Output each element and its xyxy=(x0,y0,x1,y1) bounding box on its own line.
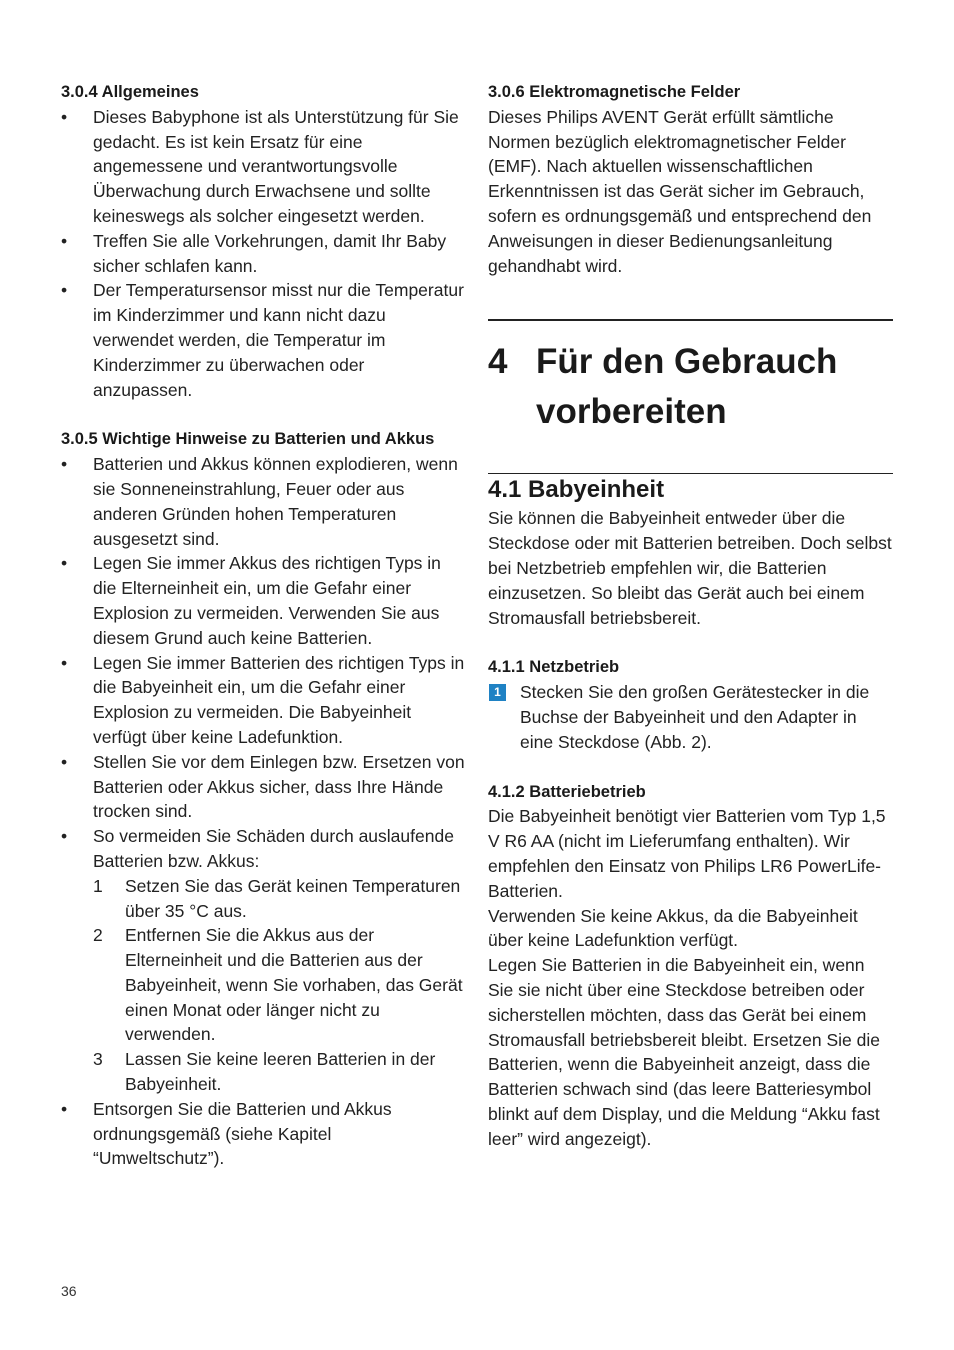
bullet-glyph: • xyxy=(61,652,68,673)
chapter-divider xyxy=(488,319,893,321)
list-item: • Batterien und Akkus können explodieren, wenn sie Sonneneinstrahlung, Feuer oder aus anderen Gründen hohen Temperaturen ausgesetzt sind. xyxy=(61,454,458,549)
step-number-badge: 1 xyxy=(489,684,506,701)
list-item: • Stellen Sie vor dem Einlegen bzw. Ersetzen von Batterien oder Akkus sicher, dass Ihre Hände trocken sind. xyxy=(61,751,465,822)
list-item: • Treffen Sie alle Vorkehrungen, damit Ihr Baby sicher schlafen kann. xyxy=(61,230,447,276)
bullet-glyph: • xyxy=(61,1098,68,1119)
list-item: • Dieses Babyphone ist als Unterstützung für Sie gedacht. Es ist kein Ersatz für eine angemessene und verantwortungsvolle Überwachung durch Erwachsene und sollte keineswegs als solcher eingesetzt werden. xyxy=(61,106,459,226)
numbered-item: 2 Entfernen Sie die Akkus aus der Elterneinheit und die Batterien aus der Babyeinheit, wenn Sie vorhaben, das Gerät einen Monat oder länger nicht zu verwenden. xyxy=(93,925,463,1045)
list-item: • Legen Sie immer Akkus des richtigen Typs in die Elterneinheit ein, um die Gefahr einer Explosion zu vermeiden. Verwenden Sie aus diesem Grund auch keine Batterien. xyxy=(61,553,441,648)
bullet-glyph: • xyxy=(61,230,68,251)
list-item: • So vermeiden Sie Schäden durch auslaufende Batterien bzw. Akkus: 1 Setzen Sie das Gerät keinen Temperaturen über 35 °C aus. 2 Entfernen Sie die Akkus aus der Elterneinheit und die Batterien aus der Babyeinheit, wenn Sie vorhaben, das Gerät einen Monat oder länger nicht zu verwenden. 3 Lassen Sie keine leeren Batterien in der Babyeinheit. xyxy=(61,824,466,1097)
numbered-sublist xyxy=(93,874,466,1097)
bullet-glyph: • xyxy=(61,454,68,475)
paragraph-emf: Dieses Philips AVENT Gerät erfüllt sämtliche Normen bezüglich elektromagnetischer Felder (EMF). Nach aktuellen wissenschaftlichen Erkenntnissen ist das Gerät sicher im Gebrauch, sofern es ordnungsgemäß und entsprechend den Anweisungen in dieser Bedienungsanleitung gehandhabt wird. xyxy=(488,106,872,276)
bullet-glyph: • xyxy=(61,751,68,772)
page-number: 36 xyxy=(61,1283,77,1299)
paragraph-battery-1: Die Babyeinheit benötigt vier Batterien vom Typ 1,5 V R6 AA (nicht im Lieferumfang enthalten). Wir empfehlen den Einsatz von Philips LR6 PowerLife-Batterien. xyxy=(488,806,886,901)
section-heading-3-0-5: 3.0.5 Wichtige Hinweise zu Batterien und Akkus xyxy=(61,430,435,449)
bullet-glyph: • xyxy=(61,106,68,127)
section-heading-4-1: 4.1 Babyeinheit xyxy=(488,476,665,504)
bullet-glyph: • xyxy=(61,826,68,847)
numbered-item: 3 Lassen Sie keine leeren Batterien in der Babyeinheit. xyxy=(93,1049,436,1095)
bullet-glyph: • xyxy=(61,280,68,301)
left-column xyxy=(61,80,466,1171)
paragraph-battery-3: Legen Sie Batterien in die Babyeinheit ein, wenn Sie sie nicht über eine Steckdose betreiben oder sicherstellen möchten, dass das Gerät bei einem Stromausfall betriebsbereit bleibt. Ersetzen Sie die Batterien, wenn die Babyeinheit anzeigt, dass die Batterien schwach sind (das leere Batteriesymbol blinkt auf dem Display, und die Meldung “Akku fast leer” wird angezeigt). xyxy=(488,955,881,1149)
paragraph-battery-2: Verwenden Sie keine Akkus, da die Babyeinheit über keine Ladefunktion verfügt. xyxy=(488,905,858,951)
step-text: Stecken Sie den großen Gerätestecker in die Buchse der Babyeinheit und den Adapter in eine Steckdose (Abb. 2). xyxy=(520,682,870,752)
chapter-number: 4 xyxy=(488,342,508,382)
section-heading-4-1-1: 4.1.1 Netzbetrieb xyxy=(488,658,620,677)
list-item: • Legen Sie immer Batterien des richtigen Typs in die Babyeinheit ein, um die Gefahr einer Explosion zu vermeiden. Die Babyeinheit verfügt über keine Ladefunktion. xyxy=(61,652,465,747)
numbered-item: 1 Setzen Sie das Gerät keinen Temperaturen über 35 °C aus. xyxy=(93,875,461,921)
paragraph-babyeinheit: Sie können die Babyeinheit entweder über die Steckdose oder mit Batterien betreiben. Doch selbst bei Netzbetrieb empfehlen wir, die Batterien einzusetzen. So bleibt das Gerät auch bei einem Stromausfall betriebsbereit. xyxy=(488,508,892,628)
list-item: • Entsorgen Sie die Batterien und Akkus ordnungsgemäß (siehe Kapitel “Umweltschutz”). xyxy=(61,1098,392,1169)
bullet-list-batteries xyxy=(61,452,466,1171)
chapter-title: Für den Gebrauch vorbereiten xyxy=(536,342,838,432)
section-heading-3-0-6: 3.0.6 Elektromagnetische Felder xyxy=(488,83,741,101)
bullet-list-general xyxy=(61,105,466,403)
chapter-heading xyxy=(488,337,893,437)
list-item: • Der Temperatursensor misst nur die Temperatur im Kinderzimmer und kann nicht dazu verwendet werden, die Temperatur im Kinderzimmer zu überwachen oder anzupassen. xyxy=(61,280,464,400)
right-column xyxy=(488,80,893,1152)
step-item xyxy=(488,680,893,754)
bullet-glyph: • xyxy=(61,553,68,574)
section-heading-3-0-4: 3.0.4 Allgemeines xyxy=(61,83,199,101)
section-heading-4-1-2: 4.1.2 Batteriebetrieb xyxy=(488,782,646,801)
